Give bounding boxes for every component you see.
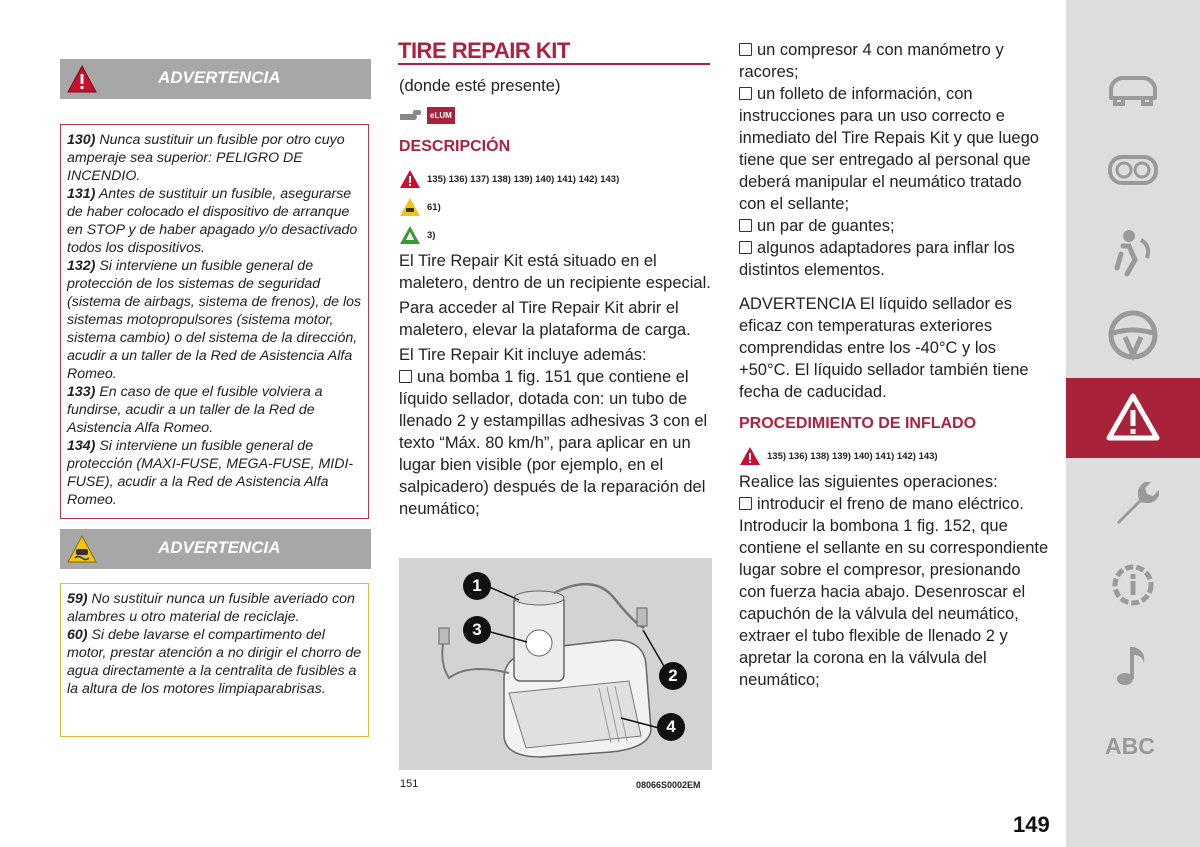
- figure-151: [399, 558, 712, 770]
- page-number: 149: [1013, 812, 1050, 837]
- sidebar-item-emergency[interactable]: [1066, 378, 1200, 458]
- title-rule: [398, 63, 710, 65]
- warning-item: 130) Nunca sustituir un fusible por otro cuyo amperaje sea superior: PELIGRO DE INCENDIO.: [67, 132, 345, 184]
- sidebar: [1066, 0, 1200, 847]
- list-item: introducir el freno de mano eléctrico. Introducir la bombona 1 fig. 152, que contiene el sellante en su correspondiente lugar sobre el compresor, presionando con fuerza hacia abajo. Desenroscar el capuchón de la válvula del neumático, extraer el tubo flexible de llenado 2 y apretar la corona en la válvula del neumático;: [739, 495, 1049, 689]
- elum-row: [399, 106, 455, 124]
- descripcion-heading: DESCRIPCIÓN: [399, 138, 511, 155]
- sidebar-item-maintenance[interactable]: [1066, 462, 1200, 542]
- warning-header-2: [60, 529, 371, 569]
- checkbox-bullet-icon: [739, 87, 752, 100]
- ref-row-red: 135) 136) 138) 139) 140) 141) 142) 143): [739, 445, 938, 467]
- caution-skid-icon: [66, 533, 98, 565]
- section-title: TIRE REPAIR KIT: [398, 38, 570, 63]
- warning-triangle-icon: [739, 446, 761, 466]
- warning-triangle-icon: [399, 169, 421, 189]
- environment-triangle-icon: [399, 225, 421, 245]
- paragraph: El Tire Repair Kit incluye además:: [399, 346, 647, 364]
- warning-title: ADVERTENCIA: [158, 68, 281, 87]
- sidebar-item-car[interactable]: [1066, 48, 1200, 128]
- callout-3: 3: [463, 616, 491, 644]
- checkbox-bullet-icon: [399, 370, 412, 383]
- checkbox-bullet-icon: [739, 241, 752, 254]
- sidebar-item-safety[interactable]: [1066, 212, 1200, 292]
- list-item: un folleto de información, con instrucciones para un uso correcto e inmediato del Tire Repais Kit y que luego tiene que ser entregado al personal que deberá manipular el neumático tratado con el sellante;: [739, 85, 1039, 213]
- checkbox-bullet-icon: [739, 219, 752, 232]
- warning-item: 132) Si interviene un fusible general de protección de los sistemas de seguridad (sistema de airbags, sistema de frenos), de los sistemas motopropulsores (sistema motor, sistema cambio) o del sistema de la dirección, acudir a un taller de la Red de Asistencia Alfa Romeo.: [67, 258, 362, 382]
- warning-item: 59) No sustituir nunca un fusible averiado con alambres u otro material de reciclaje.: [67, 591, 355, 625]
- warning-item: 131) Antes de sustituir un fusible, asegurarse de haber colocado el dispositivo de arranque en STOP y de haber apagado y/o desactivado todos los dispositivos.: [67, 186, 358, 256]
- middle-body: [399, 250, 713, 520]
- steering-wheel-icon: [1105, 307, 1161, 363]
- warning-box-1: [60, 124, 369, 519]
- procedimiento-heading: PROCEDIMIENTO DE INFLADO: [739, 415, 977, 432]
- info-gear-icon: [1105, 557, 1161, 613]
- paragraph: Para acceder al Tire Repair Kit abrir el maletero, elevar la plataforma de carga.: [399, 299, 691, 339]
- airbag-person-icon: [1105, 224, 1161, 280]
- warning-item: 134) Si interviene un fusible general de protección (MAXI-FUSE, MEGA-FUSE, MIDI-FUSE), acudir a la Red de Asistencia Alfa Romeo.: [67, 438, 354, 508]
- paragraph: El Tire Repair Kit está situado en el maletero, dentro de un recipiente especial.: [399, 252, 711, 292]
- elum-badge: eLUM: [427, 107, 455, 124]
- car-icon: [1105, 60, 1161, 116]
- callout-4: 4: [657, 713, 685, 741]
- callout-2: 2: [659, 662, 687, 690]
- warning-box-2: [60, 583, 369, 737]
- warning-item: 60) Si debe lavarse el compartimento del motor, prestar atención a no dirigir el chorro de agua directamente a la centralita de fusibles a la altura de los motores limpiaparabrisas.: [67, 627, 362, 697]
- paragraph: ADVERTENCIA El líquido sellador es eficaz con temperaturas exteriores comprendidas entre los -40°C y los +50°C. El líquido sellador también tiene fecha de caducidad.: [739, 295, 1029, 401]
- music-note-icon: [1105, 637, 1161, 693]
- ref-row-green: 3): [399, 224, 435, 246]
- list-item: algunos adaptadores para inflar los distintos elementos.: [739, 239, 1015, 279]
- ref-row-yellow: 61): [399, 196, 441, 218]
- dashboard-icon: [1105, 142, 1161, 198]
- warning-title: ADVERTENCIA: [158, 538, 281, 557]
- list-item: una bomba 1 fig. 151 que contiene el líquido sellador, dotada con: un tubo de llenado 2 y estampillas adhesivas 3 con el texto “Máx. 80 km/h”, para aplicar en un lugar bien visible (por ejemplo, en el salpicadero) después de la reparación del neumático;: [399, 368, 708, 518]
- sidebar-item-driving[interactable]: [1066, 295, 1200, 375]
- list-item: un compresor 4 con manómetro y racores;: [739, 41, 1004, 81]
- warning-triangle-icon: [1105, 390, 1161, 446]
- list-item: un par de guantes;: [739, 215, 1051, 237]
- right-body-top: [739, 39, 1051, 403]
- warning-header-1: [60, 59, 371, 99]
- hand-pointer-icon: [399, 106, 425, 124]
- checkbox-bullet-icon: [739, 43, 752, 56]
- warning-item: 133) En caso de que el fusible volviera a fundirse, acudir a un taller de la Red de Asistencia Alfa Romeo.: [67, 384, 323, 436]
- wrench-icon: [1105, 474, 1161, 530]
- warning-triangle-icon: [66, 63, 98, 95]
- figure-number: 151: [400, 778, 419, 790]
- sidebar-item-multimedia[interactable]: [1066, 625, 1200, 705]
- sidebar-item-technical-data[interactable]: [1066, 545, 1200, 625]
- paragraph: Realice las siguientes operaciones:: [739, 473, 998, 491]
- callout-1: 1: [463, 572, 491, 600]
- subtitle: (donde esté presente): [399, 77, 561, 95]
- ref-row-red: 135) 136) 137) 138) 139) 140) 141) 142) 143): [399, 168, 619, 190]
- checkbox-bullet-icon: [739, 497, 752, 510]
- right-body-bottom: [739, 471, 1051, 691]
- sidebar-item-dashboard[interactable]: [1066, 130, 1200, 210]
- caution-triangle-icon: [399, 197, 421, 217]
- sidebar-item-index[interactable]: ABC: [1105, 733, 1155, 759]
- figure-code: 08066S0002EM: [636, 780, 701, 790]
